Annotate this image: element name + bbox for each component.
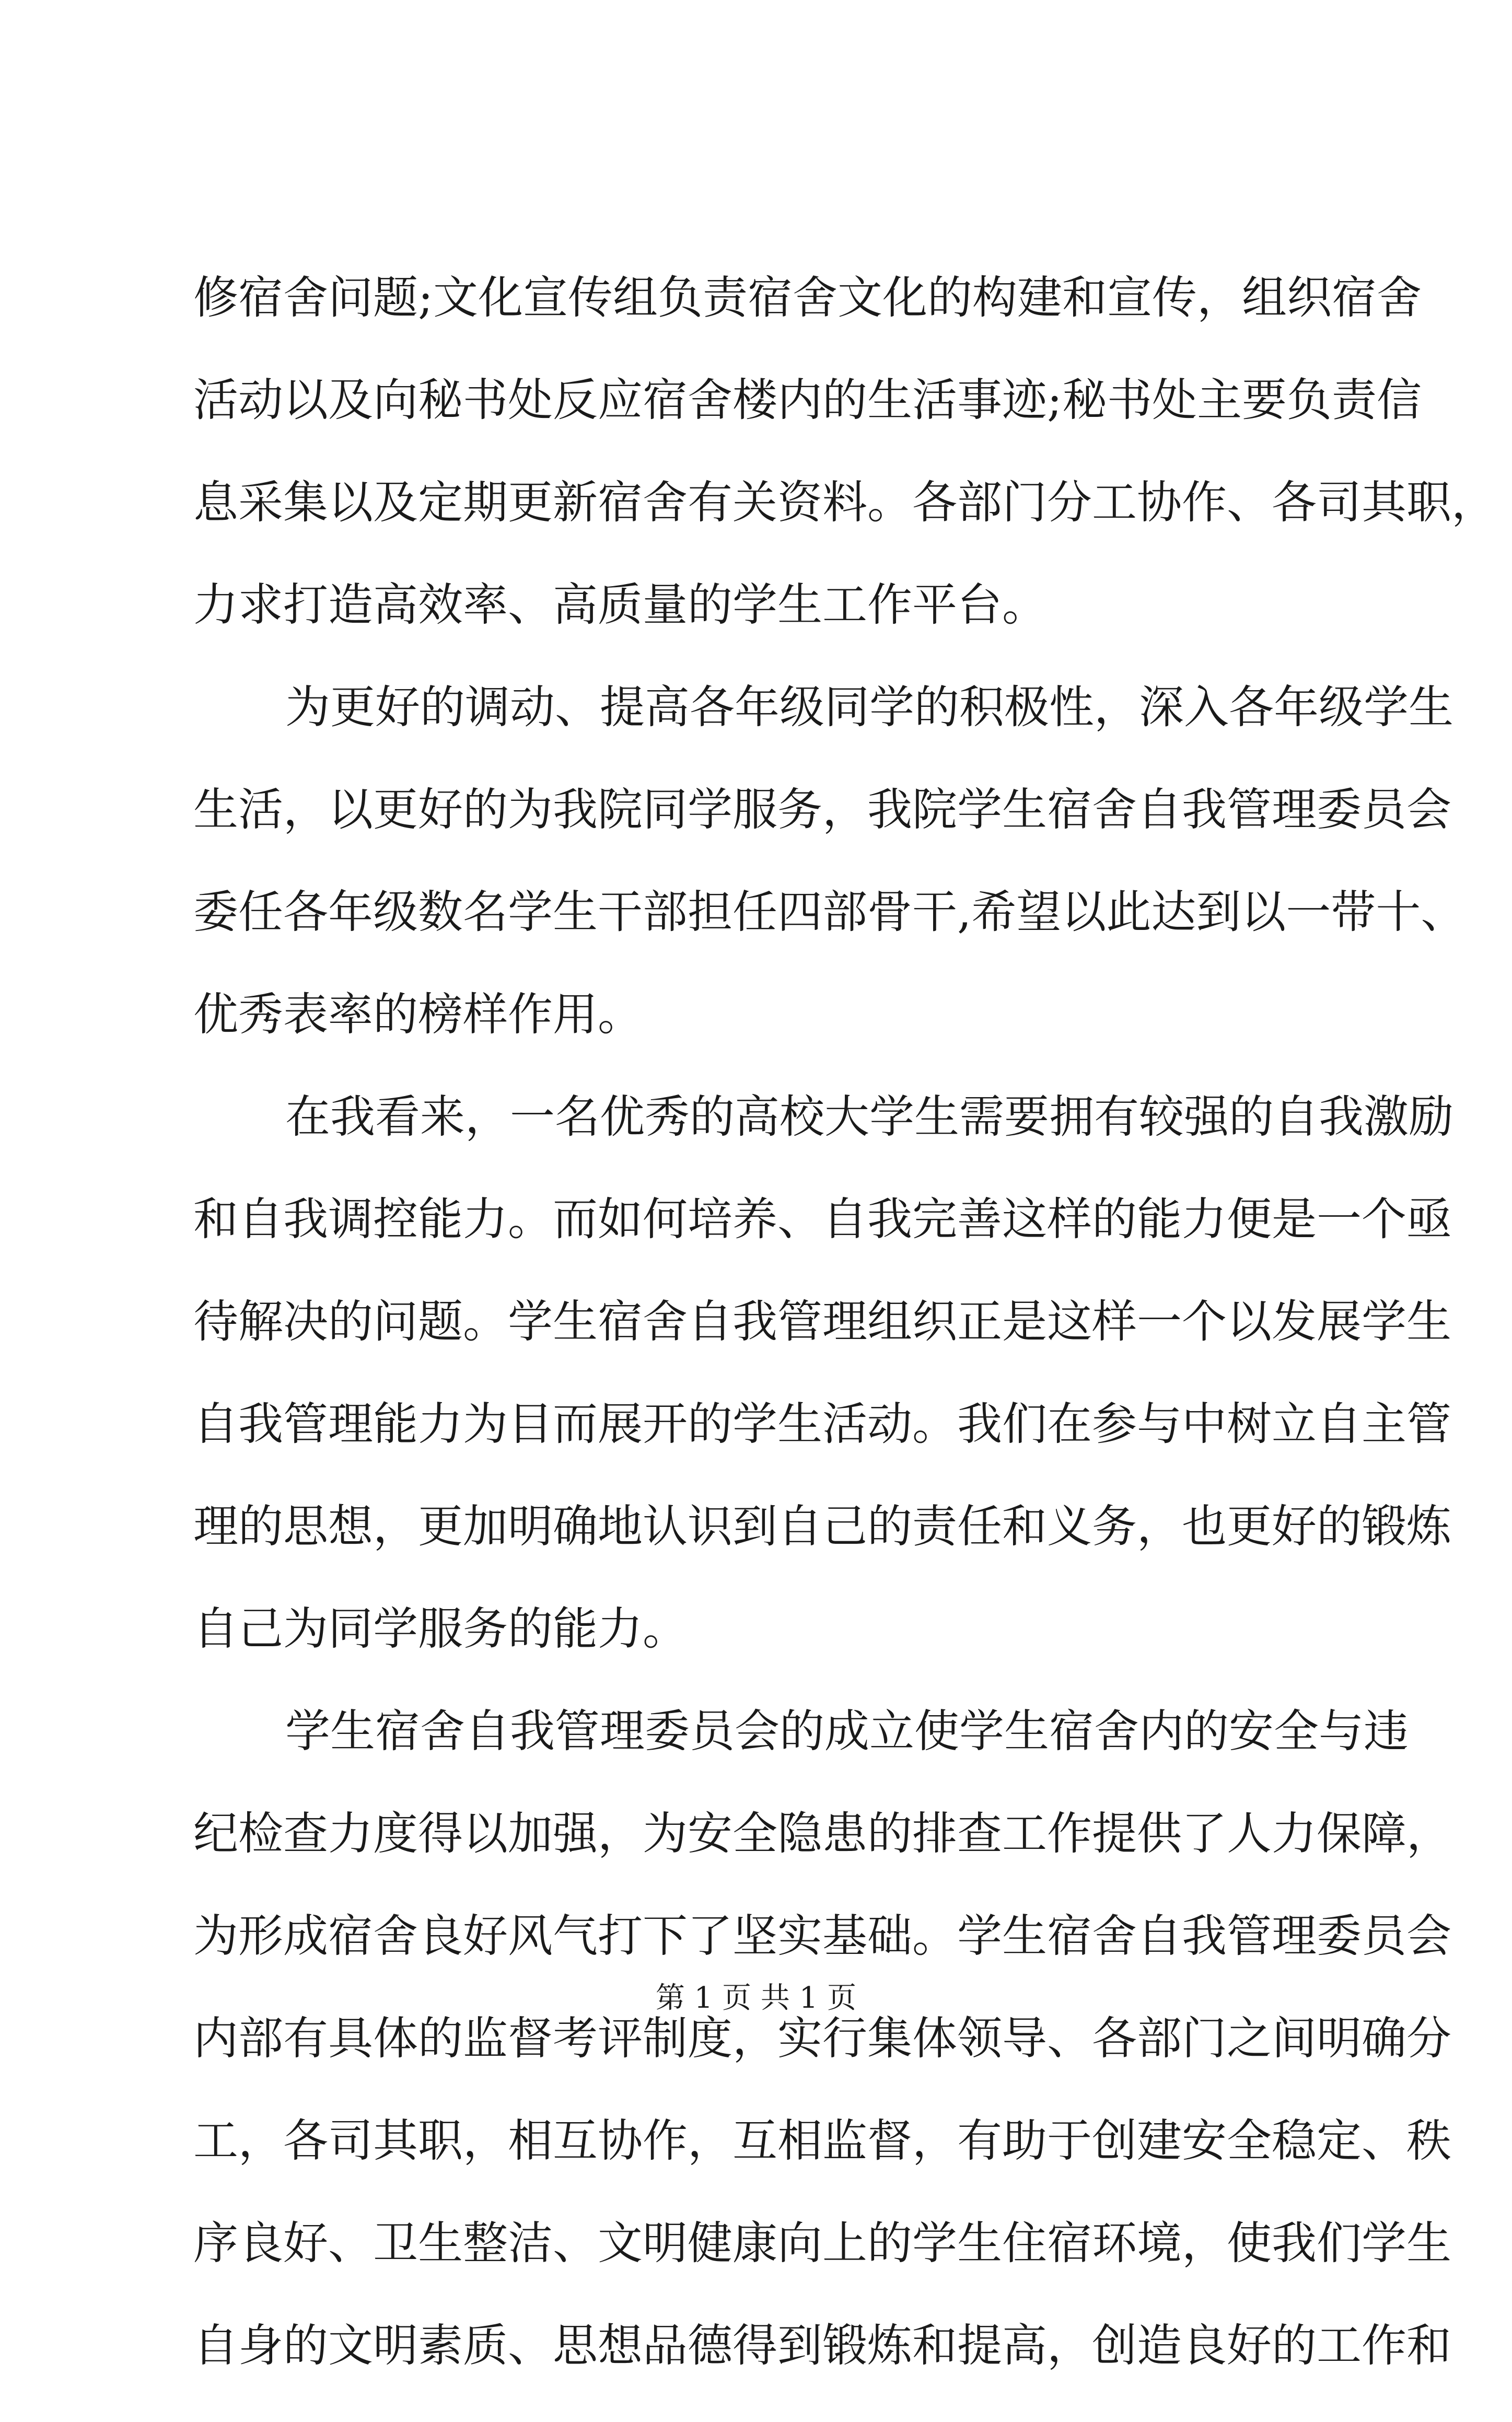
- text-line: 生活，以更好的为我院同学服务，我院学生宿舍自我管理委员会: [193, 784, 1451, 836]
- paragraph: [193, 1705, 1451, 2422]
- text-line: 内部有具体的监督考评制度，实行集体领导、各部门之间明确分: [193, 2012, 1451, 2065]
- text-line: 和自我调控能力。而如何培养、自我完善这样的能力便是一个亟: [193, 1193, 1451, 1245]
- text-line: 活动以及向秘书处反应宿舍楼内的生活事迹;秘书处主要负责信: [193, 374, 1422, 426]
- text-line: 纪检查力度得以加强，为安全隐患的排查工作提供了人力保障，: [193, 1808, 1451, 1860]
- text-line: 自我管理能力为目而展开的学生活动。我们在参与中树立自主管: [193, 1398, 1451, 1450]
- page-footer: 第 1 页 共 1 页: [655, 1981, 857, 2015]
- text-line: 息采集以及定期更新宿舍有关资料。各部门分工协作、各司其职，: [193, 476, 1496, 529]
- document-body: [193, 272, 1496, 2422]
- text-line: 委任各年级数名学生干部担任四部骨干,希望以此达到以一带十、: [193, 886, 1466, 938]
- text-line: 在我看来，一名优秀的高校大学生需要拥有较强的自我激励: [285, 1091, 1453, 1143]
- text-line: 为形成宿舍良好风气打下了坚实基础。学生宿舍自我管理委员会: [193, 1910, 1451, 1962]
- paragraph: [193, 681, 1466, 1091]
- text-line: 序良好、卫生整洁、文明健康向上的学生住宿环境，使我们学生: [193, 2217, 1451, 2269]
- text-line: 自身的文明素质、思想品德得到锻炼和提高，创造良好的工作和: [193, 2320, 1451, 2372]
- text-line: 待解决的问题。学生宿舍自我管理组织正是这样一个以发展学生: [193, 1296, 1451, 1348]
- text-line: 为更好的调动、提高各年级同学的积极性，深入各年级学生: [285, 681, 1453, 733]
- text-line: 学生宿舍自我管理委员会的成立使学生宿舍内的安全与违: [285, 1705, 1409, 1757]
- text-line: 工，各司其职，相互协作，互相监督，有助于创建安全稳定、秩: [193, 2115, 1451, 2167]
- text-line: 修宿舍问题;文化宣传组负责宿舍文化的构建和宣传，组织宿舍: [193, 272, 1422, 324]
- text-line: 力求打造高效率、高质量的学生工作平台。: [193, 579, 1047, 631]
- text-line: 优秀表率的榜样作用。: [193, 988, 643, 1041]
- text-line: 自己为同学服务的能力。: [193, 1603, 688, 1655]
- paragraph: [193, 1091, 1453, 1705]
- text-line: 理的思想，更加明确地认识到自己的责任和义务，也更好的锻炼: [193, 1500, 1451, 1553]
- paragraph: [193, 272, 1496, 681]
